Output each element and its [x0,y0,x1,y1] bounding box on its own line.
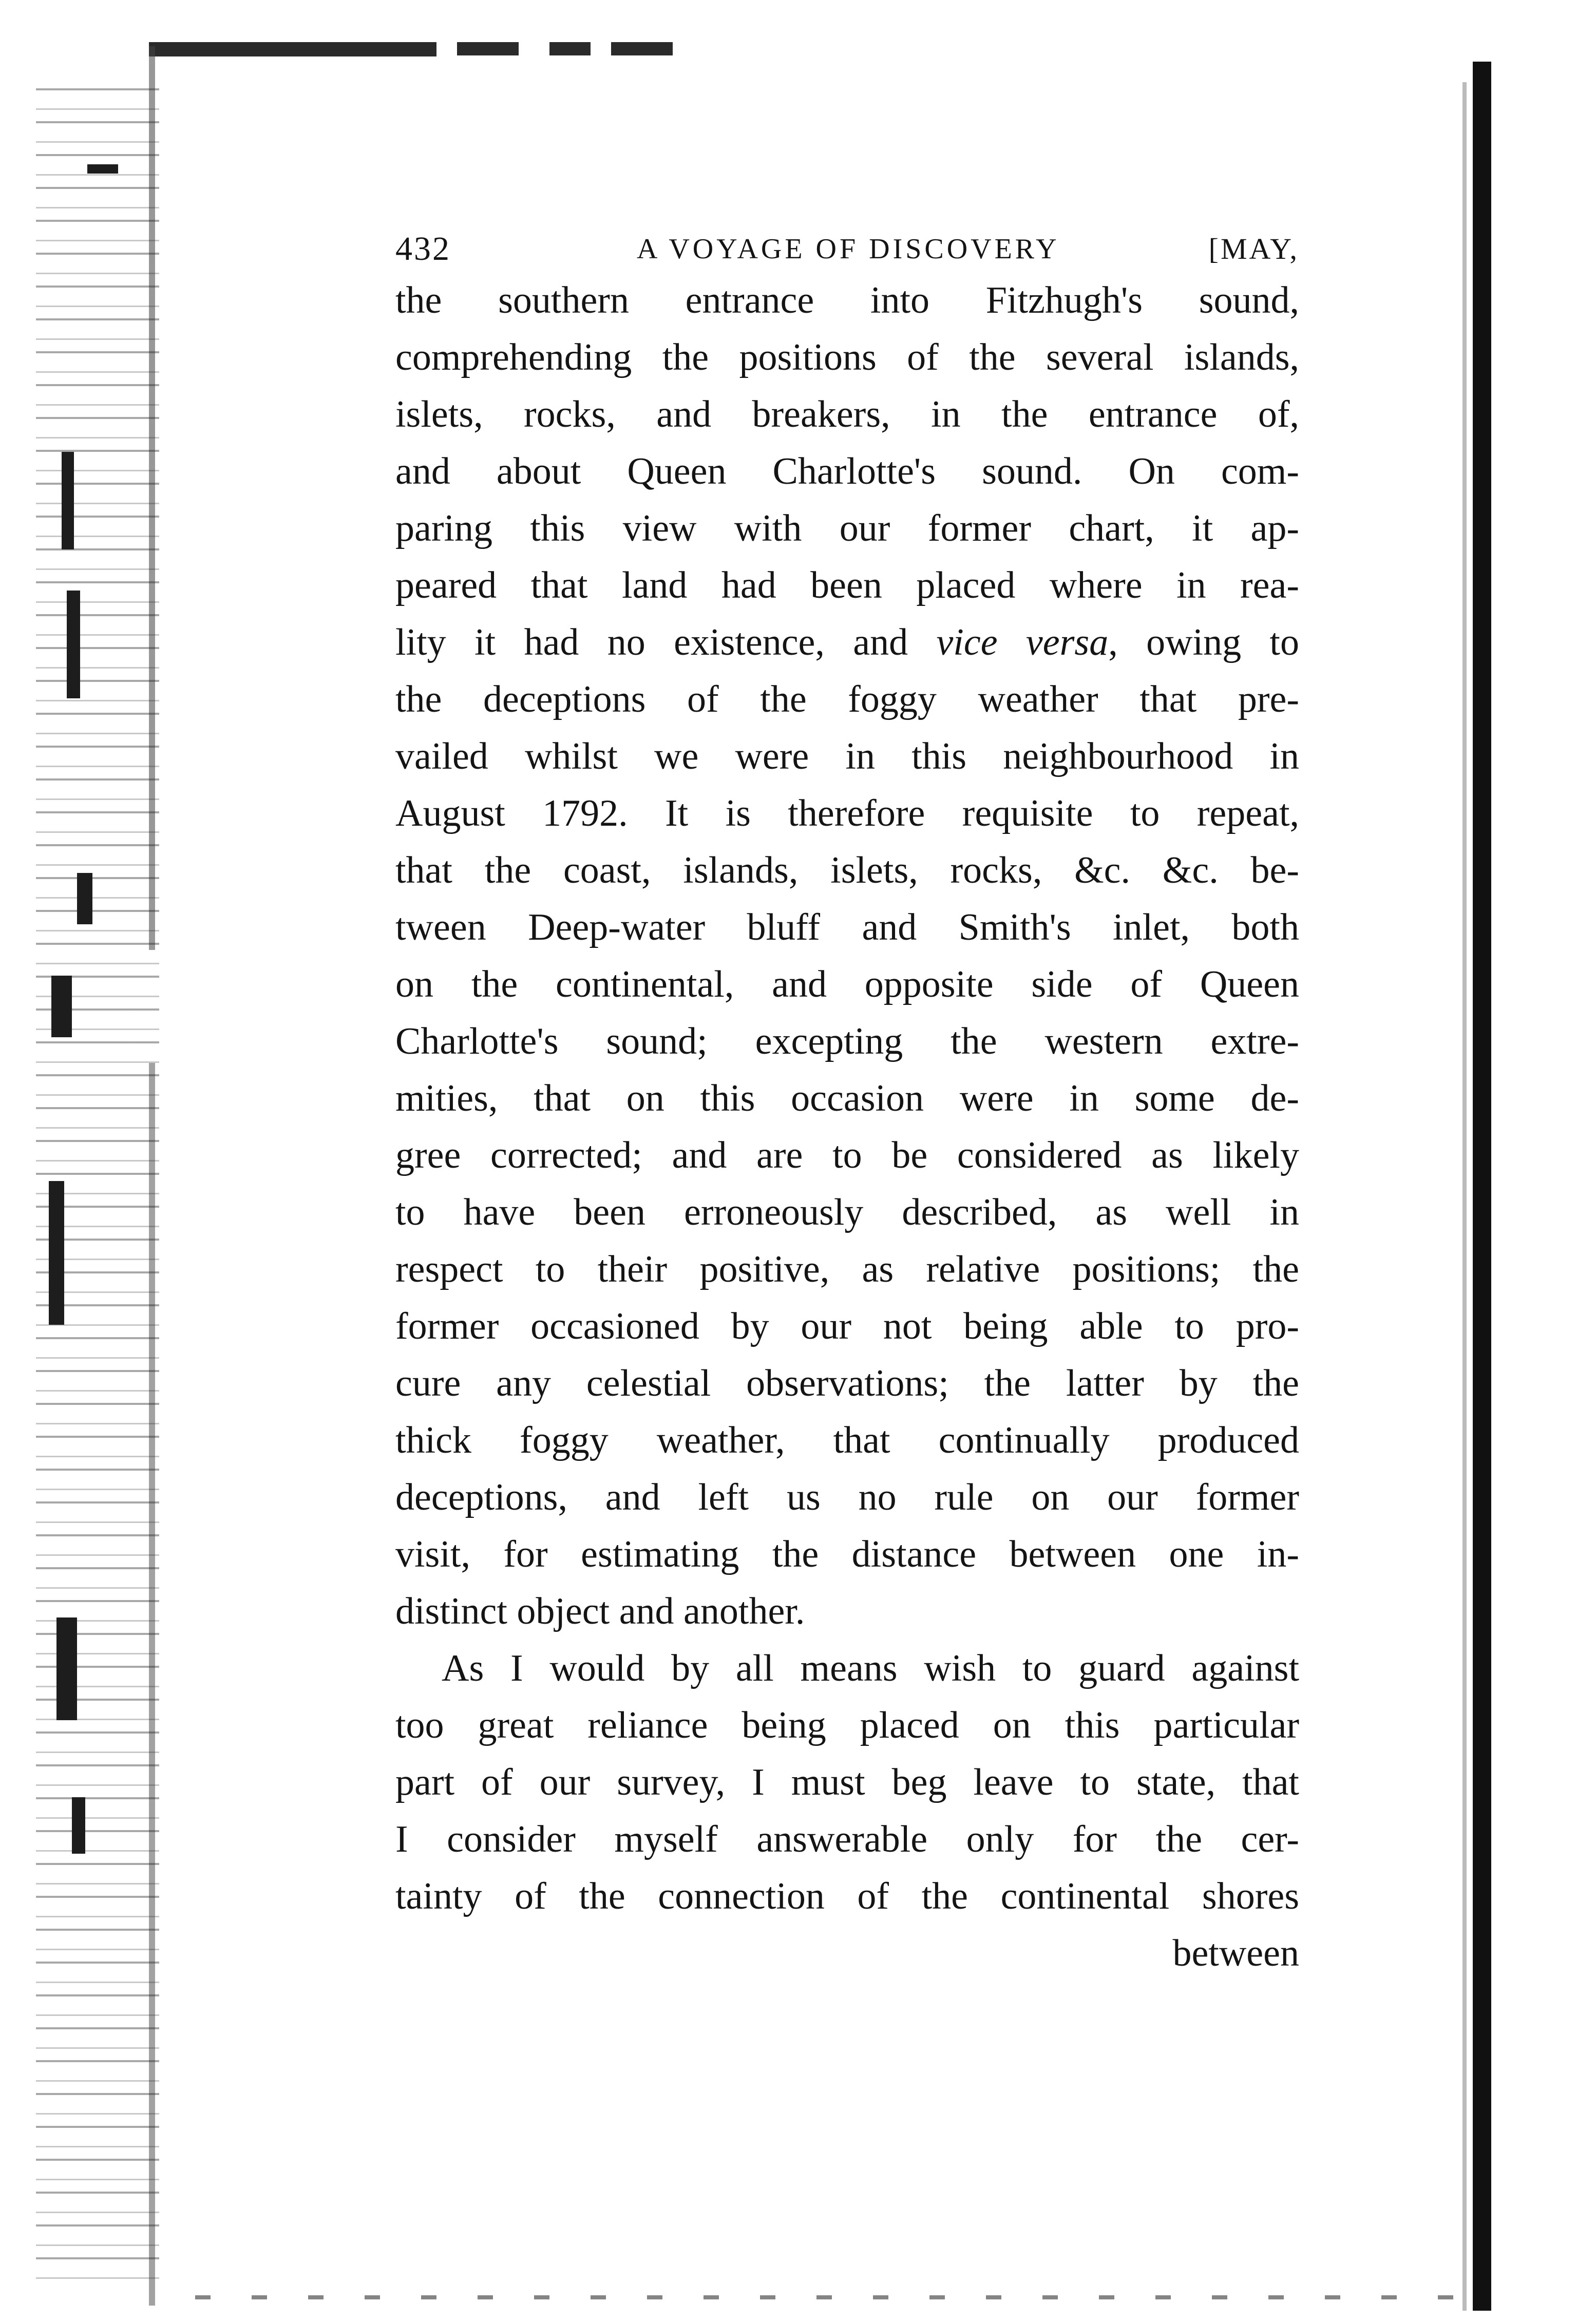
text-line: that the coast, islands, islets, rocks, &c. &c. be- [395,849,1299,891]
text-line: and about Queen Charlotte's sound. On com- [395,450,1299,492]
text-line: vailed whilst we were in this neighbourhood in [395,735,1299,777]
text-line: gree corrected; and are to be considered as likely [395,1134,1299,1176]
gutter-mark [49,1181,64,1325]
text-line: respect to their positive, as relative positions; the [395,1248,1299,1290]
text-line: part of our survey, I must beg leave to state, that [395,1761,1299,1803]
text-line: the deceptions of the foggy weather that pre- [395,678,1299,720]
text-line: Charlotte's sound; excepting the western extre- [395,1020,1299,1062]
catchword: between [1172,1932,1299,1974]
scan-edge-right [1473,62,1491,2311]
text-line: on the continental, and opposite side of Queen [395,963,1299,1005]
text-line: former occasioned by our not being able to pro- [395,1305,1299,1347]
gutter-mark [77,873,92,924]
gutter-mark [72,1797,85,1854]
page-number: 432 [395,230,451,268]
text-line: comprehending the positions of the several islands, [395,336,1299,378]
text-line: mities, that on this occasion were in some de- [395,1077,1299,1119]
text-line: tainty of the connection of the continental shores [395,1875,1299,1917]
text-line: paring this view with our former chart, it ap- [395,507,1299,549]
text-line: August 1792. It is therefore requisite to repeat, [395,792,1299,834]
text-block [395,226,1299,1982]
text-line: deceptions, and left us no rule on our former [395,1476,1299,1518]
text-line: I consider myself answerable only for the cer- [395,1818,1299,1860]
text-line-with-italic: lity it had no existence, and vice versa, owing to [395,621,1299,663]
gutter-mark [62,452,74,549]
text-line: too great reliance being placed on this particular [395,1704,1299,1746]
running-title: A VOYAGE OF DISCOVERY [637,233,1060,265]
gutter-mark [56,1617,77,1720]
gutter-mark [87,164,118,174]
scan-edge-top-dashes [149,42,688,55]
text-line: visit, for estimating the distance between one in- [395,1533,1299,1575]
gutter-mark [51,976,72,1037]
text-line: tween Deep-water bluff and Smith's inlet, both [395,906,1299,948]
running-head [395,226,1299,272]
gutter-mark [67,591,80,698]
paragraph-1 [395,272,1299,1640]
text-line: to have been erroneously described, as well in [395,1191,1299,1233]
scan-edge-bottom [195,2295,1453,2299]
text-line: thick foggy weather, that continually produced [395,1419,1299,1461]
text-line: islets, rocks, and breakers, in the entrance of, [395,393,1299,435]
italic-phrase: vice versa [936,621,1109,663]
text-line: distinct object and another. [395,1590,805,1632]
paragraph-2 [395,1640,1299,1925]
text-line: cure any celestial observations; the latter by the [395,1362,1299,1404]
running-head-month: [MAY, [1208,232,1299,265]
text-line: the southern entrance into Fitzhugh's sound, [395,279,1299,321]
scan-edge-right-thin [1462,82,1467,2311]
text-line: peared that land had been placed where in rea- [395,564,1299,606]
text-line: As I would by all means wish to guard against [442,1647,1299,1689]
